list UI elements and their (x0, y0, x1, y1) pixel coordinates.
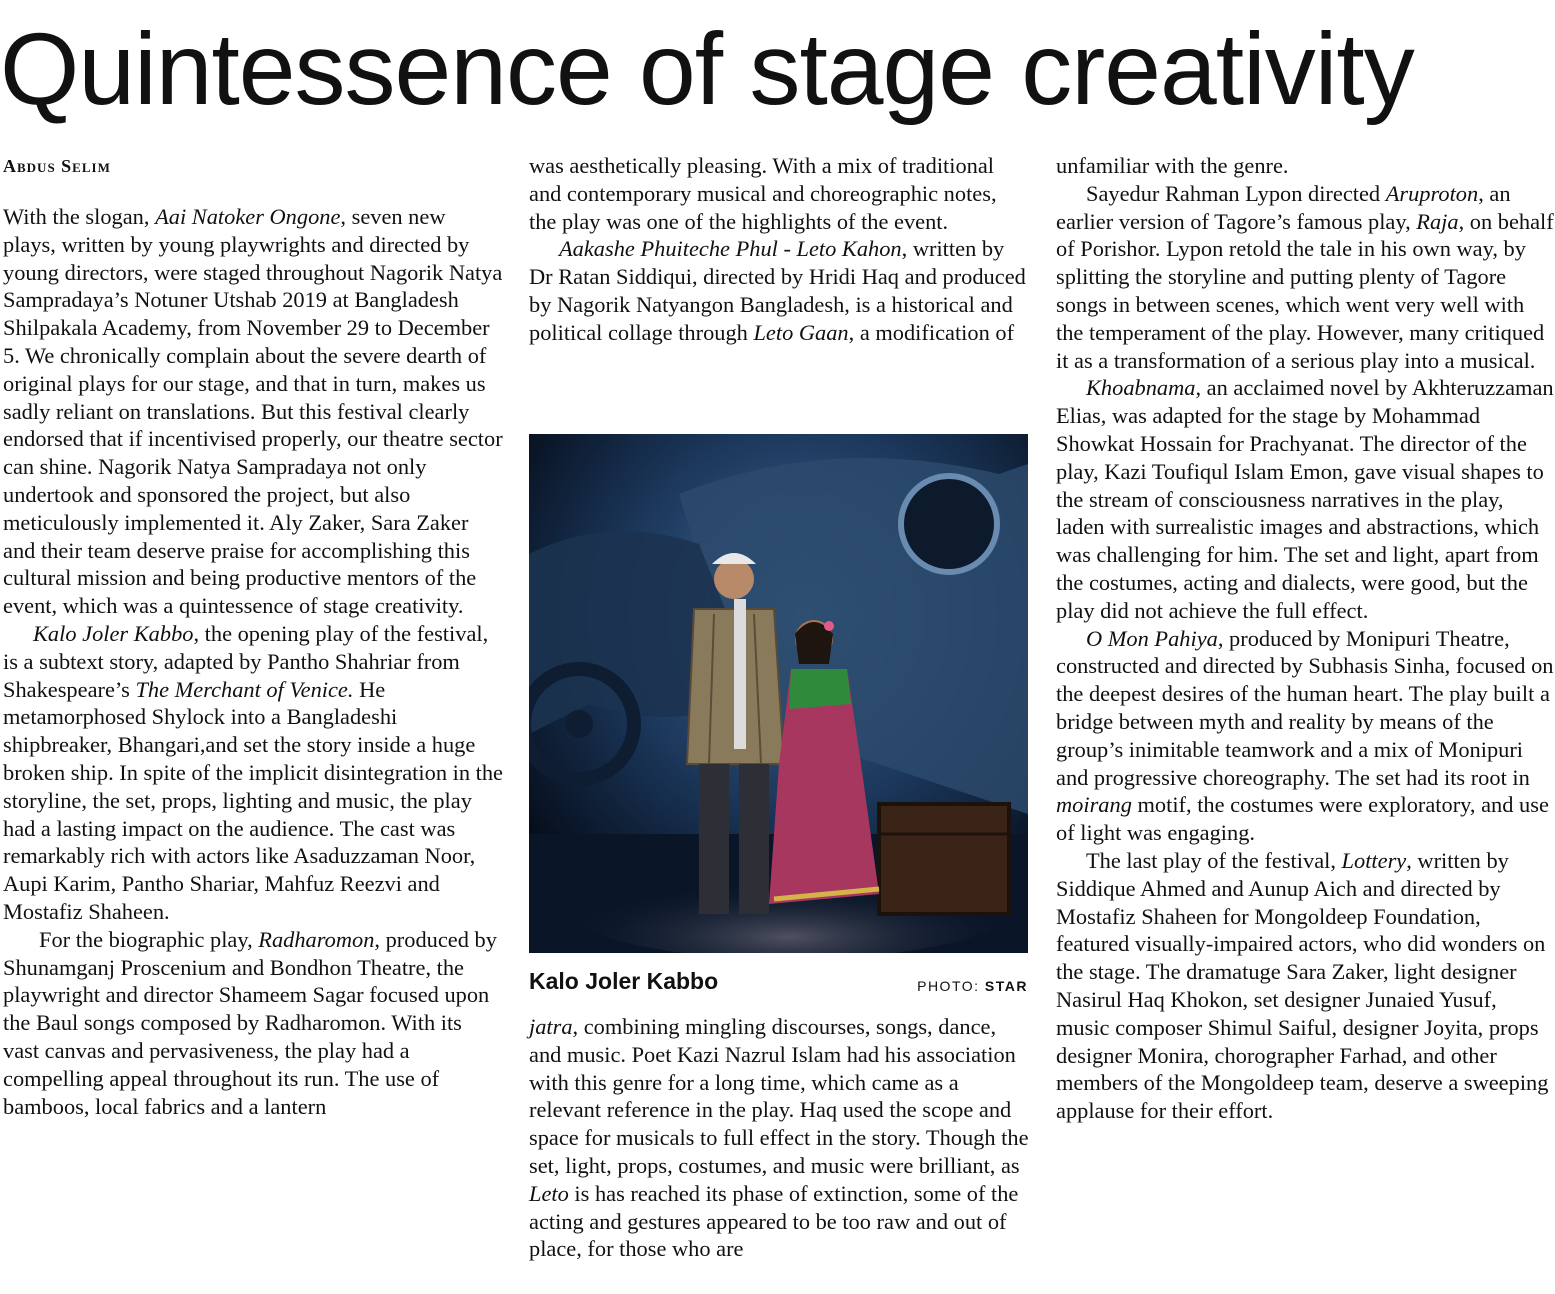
paragraph: With the slogan, Aai Natoker Ongone, seven new plays, written by young playwrights and directed by young directors, were staged throughout Nagorik Natya Sampradaya’s Notuner Utshab 2019 at Bangladesh Shilpakala Academy, from November 29 to December 5. We chronically complain about the severe dearth of original plays for our stage, and that in turn, makes us sadly reliant on translations. But this festival clearly endorsed that if incentivised properly, our theatre sector can shine. Nagorik Natya Sampradaya not only undertook and sponsored the project, but also meticulously implemented it. Aly Zaker, Sara Zaker and their team deserve praise for accomplishing this cultural mission and being productive mentors of the event, which was a quintessence of stage creativity. (3, 204, 503, 619)
article-column-1 (3, 203, 503, 1120)
paragraph: For the biographic play, Radharomon, produced by Shunamganj Proscenium and Bondhon Theatre, the playwright and director Shameem Sagar focused upon the Baul songs composed by Radharomon. With its vast canvas and pervasiveness, the play had a compelling appeal throughout its run. The use of bamboos, local fabrics and a lantern (3, 926, 497, 1119)
paragraph: Kalo Joler Kabbo, the opening play of the festival, is a subtext story, adapted by Pantho Shahriar from Shakespeare’s The Merchant of Venice. He metamorphosed Shylock into a Bangladeshi shipbreaker, Bhangari,and set the story inside a huge broken ship. In spite of the implicit disintegration in the storyline, the set, props, lighting and music, the play had a lasting impact on the audience. The cast was remarkably rich with actors like Asaduzzaman Noor, Aupi Karim, Pantho Shariar, Mahfuz Reezvi and Mostafiz Shaheen. (3, 620, 503, 924)
paragraph: Sayedur Rahman Lypon directed Aruproton, an earlier version of Tagore’s famous play, Raja, on behalf of Porishor. Lypon retold the tale in his own way, by splitting the storyline and putting plenty of Tagore songs in between scenes, which went very well with the temperament of the play. However, many critiqued it as a transformation of a serious play into a musical. (1056, 180, 1554, 373)
article-column-2-bottom (529, 1013, 1029, 1263)
paragraph: Aakashe Phuiteche Phul - Leto Kahon, written by Dr Ratan Siddiqui, directed by Hridi Haq and produced by Nagorik Natyangon Bangladesh, is a historical and political collage through Leto Gaan, a modification of (529, 236, 1026, 345)
headline: Quintessence of stage creativity (0, 12, 1414, 126)
paragraph: was aesthetically pleasing. With a mix of traditional and contemporary musical and choreographic notes, the play was one of the highlights of the event. (529, 153, 997, 234)
paragraph: jatra, combining mingling discourses, songs, dance, and music. Poet Kazi Nazrul Islam had his association with this genre for a long time, which came as a relevant reference in the play. Haq used the scope and space for musicals to full effect in the story. Though the set, light, props, costumes, and music were brilliant, as Leto is has reached its phase of extinction, some of the acting and gestures appeared to be too raw and out of place, for those who are (529, 1014, 1029, 1262)
paragraph: unfamiliar with the genre. (1056, 153, 1289, 178)
stage-photo (529, 434, 1028, 953)
article-column-3 (1056, 152, 1555, 1125)
photo-credit: PHOTO: STAR (917, 978, 1028, 994)
article-column-2-top (529, 152, 1029, 347)
paragraph: The last play of the festival, Lottery, written by Siddique Ahmed and Aunup Aich and directed by Mostafiz Shaheen for Mongoldeep Foundation, featured visually-impaired actors, who did wonders on the stage. The dramatuge Sara Zaker, light designer Nasirul Haq Khokon, set designer Junaied Yusuf, music composer Shimul Saiful, designer Joyita, props designer Monira, chorographer Farhad, and other members of the Mongoldeep team, deserve a sweeping applause for their effort. (1056, 847, 1549, 1124)
caption-title: Kalo Joler Kabbo (529, 968, 719, 994)
stage-photo-illustration (529, 434, 1028, 953)
photo-caption (529, 968, 1028, 1000)
paragraph: Khoabnama, an acclaimed novel by Akhteruzzaman Elias, was adapted for the stage by Mohammad Showkat Hossain for Prachyanat. The director of the play, Kazi Toufiqul Islam Emon, gave visual shapes to the stream of consciousness narratives in the play, laden with surrealistic images and abstractions, which was challenging for him. The set and light, apart from the costumes, acting and dialects, were good, but the play did not achieve the full effect. (1056, 375, 1554, 623)
byline: Abdus Selim (3, 156, 111, 176)
paragraph: O Mon Pahiya, produced by Monipuri Theatre, constructed and directed by Subhasis Sinha, focused on the deepest desires of the human heart. The play built a bridge between myth and reality by means of the group’s inimitable teamwork and a mix of Monipuri and progressive choreography. The set had its root in moirang motif, the costumes were exploratory, and use of light was engaging. (1056, 625, 1554, 846)
